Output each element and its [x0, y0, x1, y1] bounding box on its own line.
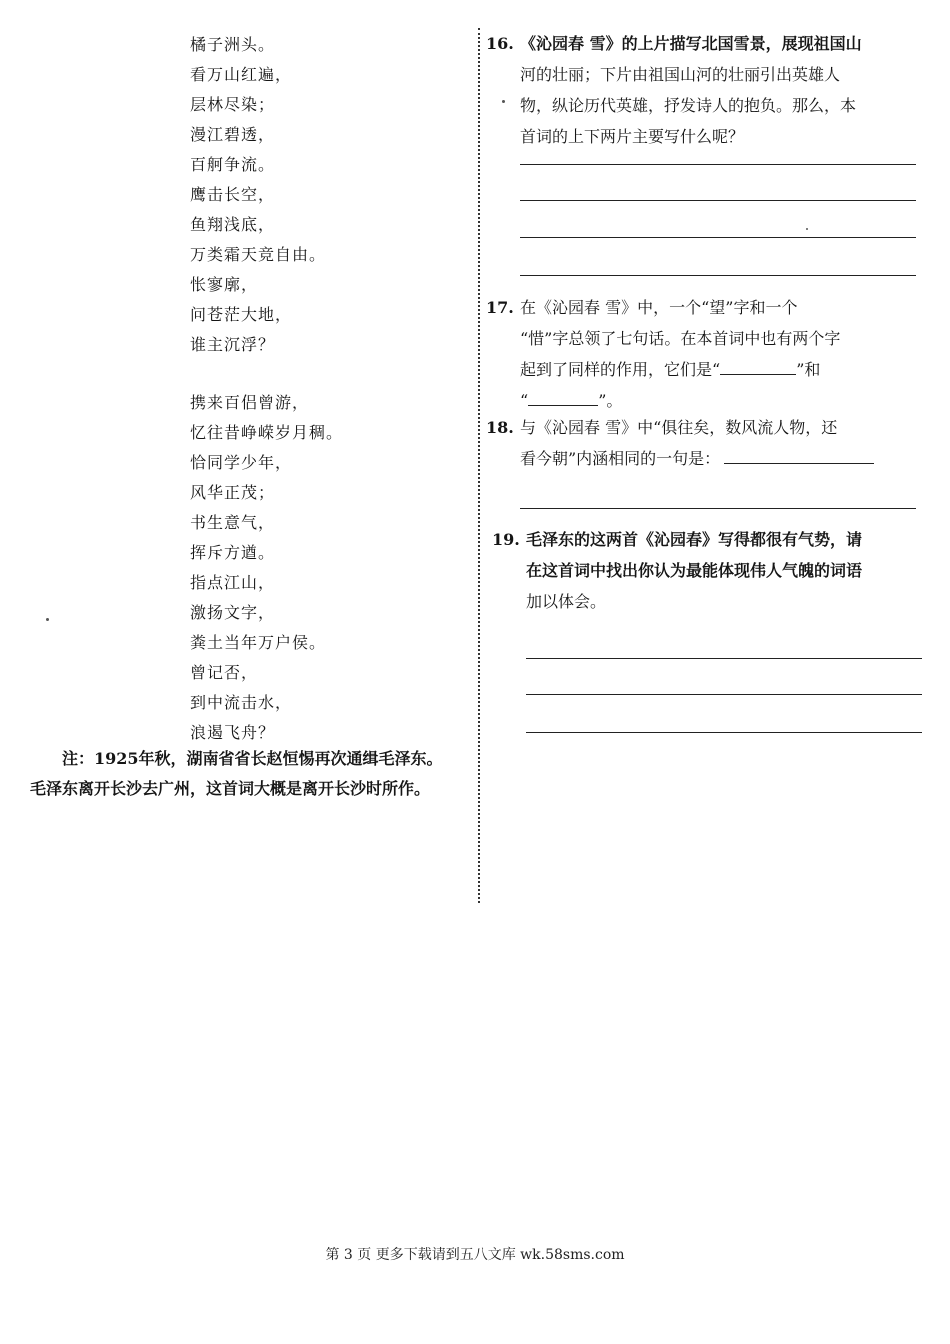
poem-line: 问苍茫大地， — [190, 305, 293, 324]
answer-line-16d[interactable] — [520, 275, 916, 276]
page-footer: 第 3 页 更多下载请到五八文库 wk.58sms.com — [325, 1247, 625, 1263]
question-17 — [486, 292, 920, 410]
poem-line: 挥斥方遒。 — [190, 543, 276, 562]
answer-line-18[interactable] — [520, 508, 916, 509]
question-text — [520, 292, 920, 416]
answer-line-19b[interactable] — [526, 694, 922, 695]
question-text — [526, 524, 926, 617]
question-number: 17. — [486, 298, 514, 317]
poem-line: 曾记否， — [190, 663, 259, 682]
question-line: 《沁园春 雪》的上片描写北国雪景，展现祖国山 — [520, 34, 862, 53]
poem-line: 谁主沉浮？ — [190, 335, 276, 354]
question-text-fragment: ”。 — [598, 391, 623, 410]
answer-line-19c[interactable] — [526, 732, 922, 733]
question-line: 首词的上下两片主要写什么呢？ — [520, 127, 745, 146]
answer-line-16a[interactable] — [520, 164, 916, 165]
question-number: 16. — [486, 34, 514, 53]
fill-blank-3[interactable] — [724, 445, 874, 464]
question-line: 与《沁园春 雪》中“俱往矣，数风流人物，还 — [520, 418, 838, 437]
poem-line: 指点江山， — [190, 573, 276, 592]
stanza-gap — [190, 360, 343, 388]
question-number: 19. — [492, 530, 520, 549]
column-divider — [478, 28, 480, 903]
question-line — [520, 443, 920, 474]
question-text-fragment: ”和 — [796, 360, 821, 379]
poem-line: 忆往昔峥嵘岁月稠。 — [190, 423, 344, 442]
fill-blank-2[interactable] — [528, 387, 598, 406]
poem-line: 携来百侣曾游， — [190, 393, 310, 412]
question-line: 物，纵论历代英雄，抒发诗人的抱负。那么，本 — [520, 96, 857, 115]
poem-line: 书生意气， — [190, 513, 276, 532]
footnote-label: 注： — [62, 749, 95, 768]
poem-line: 粪土当年万户侯。 — [190, 633, 327, 652]
footnote — [30, 744, 458, 804]
poem-line: 怅寥廓， — [190, 275, 259, 294]
fill-blank-1[interactable] — [720, 356, 796, 375]
question-text-fragment: 起到了同样的作用，它们是“ — [520, 360, 721, 379]
answer-line-16c[interactable] — [520, 237, 916, 238]
question-19 — [486, 524, 920, 611]
left-column — [0, 0, 470, 900]
poem-line: 漫江碧透， — [190, 125, 276, 144]
poem-line: 万类霜天竞自由。 — [190, 245, 327, 264]
poem-line: 鱼翔浅底， — [190, 215, 276, 234]
question-18 — [486, 412, 920, 468]
poem-line: 风华正茂； — [190, 483, 276, 502]
poem-line: 浪遏飞舟？ — [190, 723, 276, 742]
questions-column — [486, 24, 926, 784]
question-text — [520, 412, 920, 474]
poem-line: 橘子洲头。 — [190, 35, 276, 54]
question-number: 18. — [486, 418, 514, 437]
answer-line-16b[interactable] — [520, 200, 916, 201]
poem-line: 百舸争流。 — [190, 155, 276, 174]
poem-line: 激扬文字， — [190, 603, 276, 622]
question-line: 毛泽东的这两首《沁园春》写得都很有气势，请 — [526, 530, 863, 549]
question-text-fragment: “ — [520, 391, 529, 410]
footnote-text: 1925年秋，湖南省省长赵恒惕再次通缉毛泽东。毛泽东离开长沙去广州，这首词大概是离开长沙时所作。 — [30, 749, 443, 798]
poem-line: 层林尽染； — [190, 95, 276, 114]
poem-line: 到中流击水， — [190, 693, 293, 712]
poem-line: 看万山红遍， — [190, 65, 293, 84]
scan-speck — [806, 228, 808, 230]
question-line: 加以体会。 — [526, 592, 607, 611]
question-16 — [486, 28, 920, 146]
scan-speck — [46, 618, 49, 621]
question-line: 在《沁园春 雪》中，一个“望”字和一个 — [520, 298, 798, 317]
question-line: 河的壮丽；下片由祖国山河的壮丽引出英雄人 — [520, 65, 841, 84]
question-text — [520, 28, 920, 152]
poem-text — [190, 30, 343, 748]
answer-line-19a[interactable] — [526, 658, 922, 659]
poem-line: 恰同学少年， — [190, 453, 293, 472]
question-line: “惜”字总领了七句话。在本首词中也有两个字 — [520, 329, 841, 348]
question-text-fragment: 看今朝”内涵相同的一句是： — [520, 449, 721, 468]
question-line: 在这首词中找出你认为最能体现伟人气魄的词语 — [526, 561, 863, 580]
poem-line: 鹰击长空， — [190, 185, 276, 204]
scan-speck — [502, 100, 505, 103]
question-line — [520, 354, 920, 385]
